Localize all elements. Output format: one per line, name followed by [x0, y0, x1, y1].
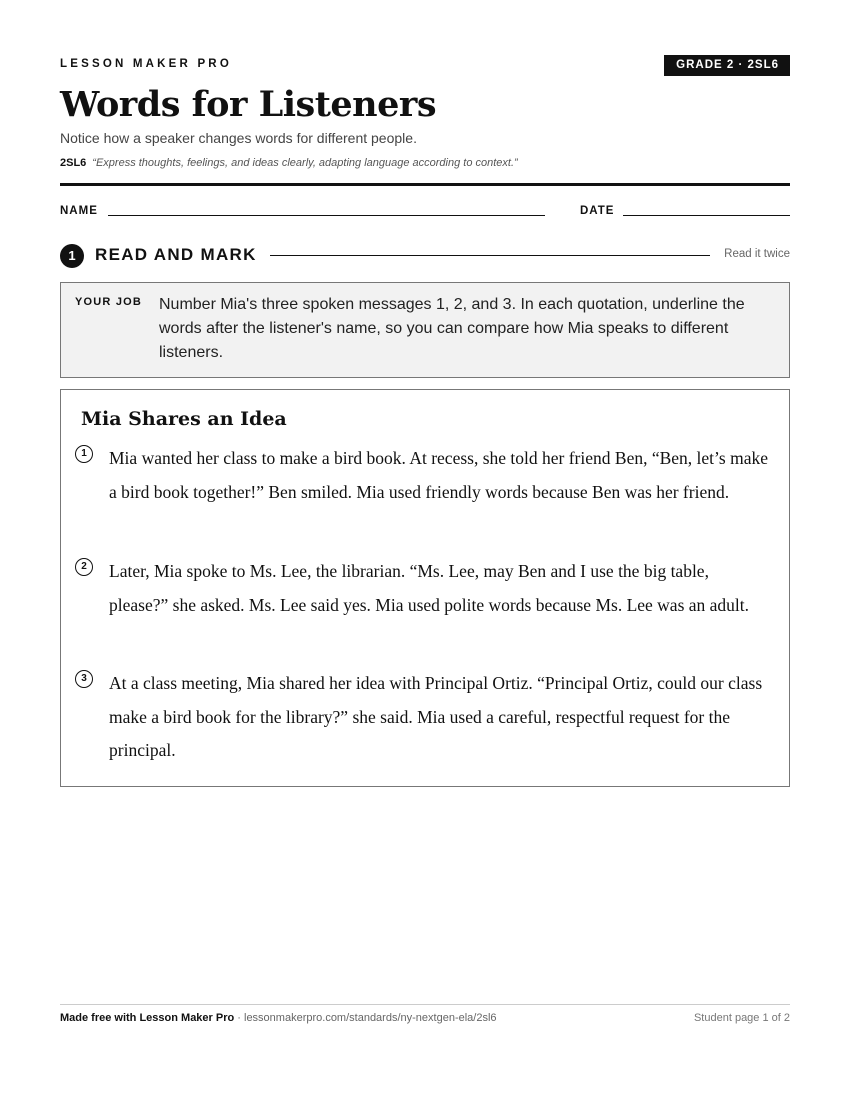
footer-credit [60, 1012, 497, 1024]
your-job-label: YOUR JOB [75, 296, 143, 308]
your-job-instructions: Number Mia's three spoken messages 1, 2, and 3. In each quotation, underline the words after the listener's name, so you can compare how Mia speaks to different listeners. [159, 296, 745, 361]
step-number-badge: 1 [60, 244, 84, 268]
page-title: Words for Listeners [60, 84, 437, 125]
name-date-row [60, 205, 790, 221]
brand-name: LESSON MAKER PRO [60, 58, 232, 70]
paragraph-number-circle: 3 [75, 670, 93, 688]
section-header [60, 243, 790, 267]
standard-code: 2SL6 [60, 157, 87, 169]
page-subtitle: Notice how a speaker changes words for different people. [60, 130, 417, 146]
paragraph-text: At a class meeting, Mia shared her idea with Principal Ortiz. “Principal Ortiz, could our class make a bird book for the library?” she said. Mia used a careful, respectful request for the principal. [109, 673, 763, 760]
standard-line [60, 157, 518, 169]
paragraph-number-circle: 1 [75, 445, 93, 463]
paragraph-text: Later, Mia spoke to Ms. Lee, the librarian. “Ms. Lee, may Ben and I use the big table, please?” she asked. Ms. Lee said yes. Mia used polite words because Ms. Lee was an adult. [109, 561, 750, 615]
name-label: NAME [60, 205, 98, 217]
section-title: READ AND MARK [95, 245, 257, 264]
grade-badge: GRADE 2 · 2SL6 [664, 55, 790, 76]
story-title: Mia Shares an Idea [81, 408, 287, 430]
header-divider [60, 183, 790, 186]
date-label: DATE [580, 205, 615, 217]
date-field[interactable] [623, 215, 790, 216]
footer-separator: · [234, 1012, 244, 1024]
footer-made-with: Made free with Lesson Maker Pro [60, 1012, 235, 1024]
footer-page-number: Student page 1 of 2 [693, 1012, 790, 1024]
section-note: Read it twice [724, 248, 790, 260]
footer-divider [60, 1004, 790, 1005]
paragraph-number-circle: 2 [75, 558, 93, 576]
story-box [60, 389, 790, 787]
footer-url[interactable]: lessonmakerpro.com/standards/ny-nextgen-ela/2sl6 [244, 1012, 497, 1024]
name-field[interactable] [108, 215, 545, 216]
section-divider [270, 255, 710, 256]
your-job-box [60, 282, 790, 378]
standard-quote: “Express thoughts, feelings, and ideas clearly, adapting language according to context.” [92, 157, 518, 169]
paragraph-text: Mia wanted her class to make a bird book. At recess, she told her friend Ben, “Ben, let’s make a bird book together!” Ben smiled. Mia used friendly words because Ben was her friend. [109, 448, 768, 502]
worksheet-page [60, 0, 790, 1100]
